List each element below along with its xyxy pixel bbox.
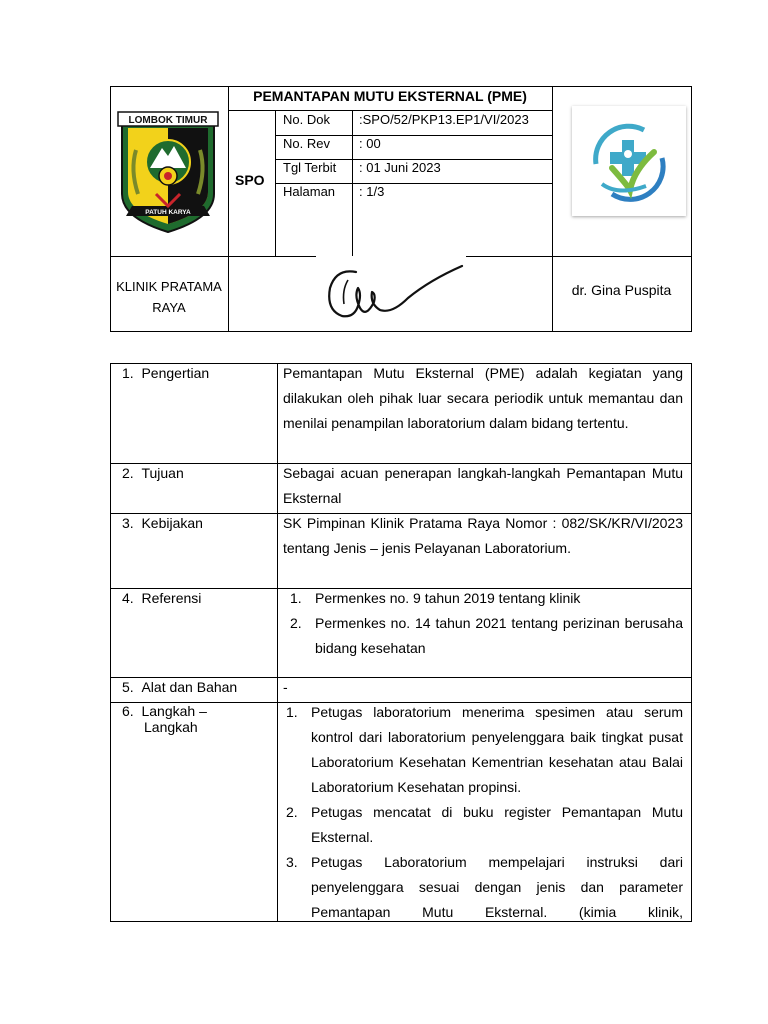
doc-field-label: Tgl Terbit [283, 160, 337, 175]
spo-label: SPO [235, 172, 265, 188]
section-label [122, 362, 209, 384]
doc-field-value: : 00 [359, 136, 381, 151]
doc-field-label: No. Rev [283, 136, 330, 151]
list-number: 2. [290, 615, 302, 631]
list-item [286, 700, 683, 800]
doc-field-value: : 1/3 [359, 184, 385, 199]
list-text: Petugas Laboratorium mempelajari instruksi dari penyelenggara sesuai dengan jenis dan parameter Pemantapan Mutu Eksternal. (kimia klinik, [311, 854, 683, 920]
section-title-continued: Langkah [144, 719, 198, 735]
list-text: Petugas mencatat di buku register Pemantapan Mutu Eksternal. [311, 804, 683, 845]
clinic-name-line1: KLINIK PRATAMA [116, 279, 222, 294]
section-text: Sebagai acuan penerapan langkah-langkah Pemantapan Mutu Eksternal [283, 465, 683, 506]
section-title: Kebijakan [141, 515, 203, 531]
section-number: 3. [122, 515, 134, 531]
section-number: 6. [122, 703, 134, 719]
doc-field-label: No. Dok [283, 112, 330, 127]
list-text: Petugas laboratorium menerima spesimen atau serum kontrol dari laboratorium penyelenggara baik tingkat pusat Laboratorium Kesehatan Kementrian kesehatan atau Balai Laboratorium Kesehatan propinsi. [311, 704, 683, 795]
section-label [122, 462, 184, 484]
document-title: PEMANTAPAN MUTU EKSTERNAL (PME) [253, 88, 527, 104]
svg-text:PATUH KARYA: PATUH KARYA [145, 209, 191, 216]
clinic-name-line2: RAYA [152, 300, 186, 315]
steps-list [286, 700, 683, 921]
reference-list [290, 586, 683, 661]
signature [318, 258, 468, 328]
list-item [290, 586, 683, 611]
list-item [286, 850, 683, 921]
doc-field-value: :SPO/52/PKP13.EP1/VI/2023 [359, 112, 529, 127]
list-text: Permenkes no. 9 tahun 2019 tentang klinik [315, 590, 581, 606]
list-item [290, 611, 683, 661]
clinic-name [110, 276, 228, 318]
signer-name: dr. Gina Puspita [571, 282, 672, 298]
section-number: 2. [122, 465, 134, 481]
list-number: 1. [290, 590, 302, 606]
list-number: 2. [286, 804, 298, 820]
section-label [122, 587, 201, 609]
svg-text:LOMBOK TIMUR: LOMBOK TIMUR [128, 115, 208, 126]
section-number: 1. [122, 365, 134, 381]
clinic-logo [572, 106, 686, 216]
section-label [122, 703, 207, 735]
section-title: Tujuan [141, 465, 184, 481]
section-number: 4. [122, 590, 134, 606]
section-title: Pengertian [141, 365, 210, 381]
list-text: Permenkes no. 14 tahun 2021 tentang perizinan berusaha bidang kesehatan [315, 615, 683, 656]
section-title: Referensi [141, 590, 202, 606]
doc-field-label: Halaman [283, 184, 336, 199]
doc-field-value: : 01 Juni 2023 [359, 160, 441, 175]
lombok-timur-crest-logo [116, 110, 220, 236]
section-label [122, 512, 203, 534]
section-number: 5. [122, 679, 134, 695]
section-text: - [283, 679, 288, 695]
section-text: Pemantapan Mutu Eksternal (PME) adalah kegiatan yang dilakukan oleh pihak luar secara periodik untuk memantau dan menilai penampilan laboratorium dalam bidang tertentu. [283, 365, 683, 431]
list-number: 3. [286, 854, 298, 870]
section-label [122, 676, 237, 698]
section-text: SK Pimpinan Klinik Pratama Raya Nomor : 082/SK/KR/VI/2023 tentang Jenis – jenis Pelayanan Laboratorium. [283, 515, 683, 556]
section-title: Langkah – [141, 703, 207, 719]
section-title: Alat dan Bahan [141, 679, 238, 695]
list-item [286, 800, 683, 850]
list-number: 1. [286, 704, 298, 720]
